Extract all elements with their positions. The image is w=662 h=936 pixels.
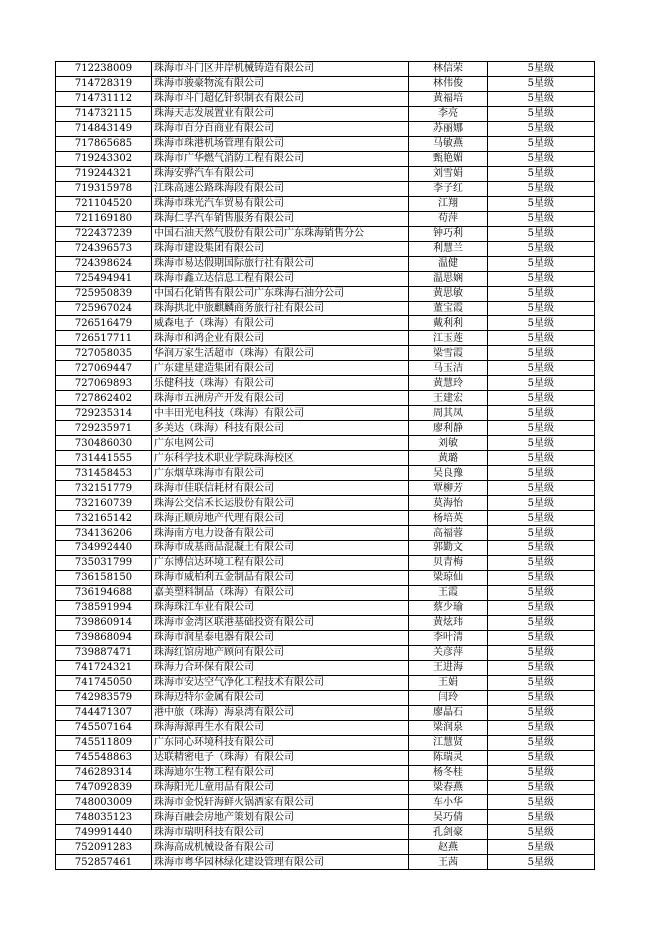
row-star-rating: 5星级 — [488, 481, 595, 496]
row-company-name: 珠海市金悦轩海鲜火锅酒家有限公司 — [152, 795, 409, 810]
row-contact-person: 杨培英 — [409, 511, 488, 526]
row-code: 738591994 — [56, 600, 152, 615]
row-contact-person: 王霞 — [409, 585, 488, 600]
row-contact-person: 钟巧利 — [409, 226, 488, 241]
row-contact-person: 马敏燕 — [409, 136, 488, 151]
row-company-name: 珠海市百分百商业有限公司 — [152, 121, 409, 136]
table-row — [56, 166, 595, 181]
table-row — [56, 600, 595, 615]
row-contact-person: 李子红 — [409, 181, 488, 196]
table-row — [56, 316, 595, 331]
row-star-rating: 5星级 — [488, 570, 595, 585]
row-star-rating: 5星级 — [488, 76, 595, 91]
row-star-rating: 5星级 — [488, 226, 595, 241]
row-contact-person: 黄璐 — [409, 451, 488, 466]
row-code: 736158150 — [56, 570, 152, 585]
row-code: 724398624 — [56, 256, 152, 271]
row-star-rating: 5星级 — [488, 346, 595, 361]
row-star-rating: 5星级 — [488, 211, 595, 226]
row-code: 735031799 — [56, 555, 152, 570]
row-company-name: 华润万家生活超市（珠海）有限公司 — [152, 346, 409, 361]
row-code: 741745050 — [56, 675, 152, 690]
row-contact-person: 梁琼仙 — [409, 570, 488, 585]
row-company-name: 珠海市威柏利五金制品有限公司 — [152, 570, 409, 585]
row-code: 714732115 — [56, 106, 152, 121]
table-row — [56, 436, 595, 451]
row-contact-person: 赵燕 — [409, 840, 488, 855]
table-body — [56, 62, 595, 870]
row-contact-person: 江翔 — [409, 196, 488, 211]
table-row — [56, 481, 595, 496]
row-star-rating: 5星级 — [488, 451, 595, 466]
table-row — [56, 226, 595, 241]
table-row — [56, 645, 595, 660]
table-row — [56, 705, 595, 720]
row-contact-person: 关彦萍 — [409, 645, 488, 660]
row-star-rating: 5星级 — [488, 181, 595, 196]
table-row — [56, 106, 595, 121]
row-code: 744471307 — [56, 705, 152, 720]
row-company-name: 珠海市润星泰电器有限公司 — [152, 630, 409, 645]
row-star-rating: 5星级 — [488, 511, 595, 526]
row-contact-person: 黄福培 — [409, 91, 488, 106]
row-code: 736194688 — [56, 585, 152, 600]
row-company-name: 江珠高速公路珠海段有限公司 — [152, 181, 409, 196]
row-code: 726516479 — [56, 316, 152, 331]
row-star-rating: 5星级 — [488, 855, 595, 870]
data-table — [55, 61, 595, 870]
row-star-rating: 5星级 — [488, 600, 595, 615]
row-contact-person: 江慧贤 — [409, 735, 488, 750]
row-code: 734136206 — [56, 526, 152, 541]
row-code: 729235971 — [56, 421, 152, 436]
row-contact-person: 黄慧玲 — [409, 376, 488, 391]
row-contact-person: 吴良豫 — [409, 466, 488, 481]
row-code: 741724321 — [56, 660, 152, 675]
row-contact-person: 覃柳芳 — [409, 481, 488, 496]
table-row — [56, 391, 595, 406]
row-star-rating: 5星级 — [488, 825, 595, 840]
table-row — [56, 121, 595, 136]
row-company-name: 广东电网公司 — [152, 436, 409, 451]
row-code: 727862402 — [56, 391, 152, 406]
row-company-name: 珠海红馆房地产顾问有限公司 — [152, 645, 409, 660]
row-code: 730486030 — [56, 436, 152, 451]
row-star-rating: 5星级 — [488, 840, 595, 855]
row-company-name: 广东建星建造集团有限公司 — [152, 361, 409, 376]
row-code: 732151779 — [56, 481, 152, 496]
row-code: 719315978 — [56, 181, 152, 196]
row-company-name: 珠海市安达空气净化工程技术有限公司 — [152, 675, 409, 690]
table-row — [56, 570, 595, 585]
table-row — [56, 211, 595, 226]
row-code: 739860914 — [56, 615, 152, 630]
table-row — [56, 511, 595, 526]
row-company-name: 乐健科技（珠海）有限公司 — [152, 376, 409, 391]
row-company-name: 珠海市佳联信耗材有限公司 — [152, 481, 409, 496]
row-star-rating: 5星级 — [488, 151, 595, 166]
row-contact-person: 温健 — [409, 256, 488, 271]
table-row — [56, 451, 595, 466]
table-row — [56, 585, 595, 600]
row-company-name: 广东同心环境科技有限公司 — [152, 735, 409, 750]
table-row — [56, 825, 595, 840]
row-company-name: 珠海市广华燃气消防工程有限公司 — [152, 151, 409, 166]
row-star-rating: 5星级 — [488, 795, 595, 810]
row-contact-person: 闫玲 — [409, 690, 488, 705]
row-code: 721104520 — [56, 196, 152, 211]
row-company-name: 中丰田光电科技（珠海）有限公司 — [152, 406, 409, 421]
table-row — [56, 151, 595, 166]
table-row — [56, 62, 595, 77]
row-code: 719243302 — [56, 151, 152, 166]
row-company-name: 珠海市粤华园林绿化建设管理有限公司 — [152, 855, 409, 870]
table-row — [56, 421, 595, 436]
row-contact-person: 车小华 — [409, 795, 488, 810]
row-star-rating: 5星级 — [488, 391, 595, 406]
row-star-rating: 5星级 — [488, 106, 595, 121]
row-contact-person: 李亮 — [409, 106, 488, 121]
row-star-rating: 5星级 — [488, 436, 595, 451]
row-company-name: 珠海拱北中旅麒麟商务旅行社有限公司 — [152, 301, 409, 316]
row-contact-person: 王娟 — [409, 675, 488, 690]
row-contact-person: 王建宏 — [409, 391, 488, 406]
row-company-name: 珠海百融会房地产策划有限公司 — [152, 810, 409, 825]
row-contact-person: 苟萍 — [409, 211, 488, 226]
row-company-name: 珠海迈特尔金属有限公司 — [152, 690, 409, 705]
table-row — [56, 301, 595, 316]
row-company-name: 珠海阳光儿童用品有限公司 — [152, 780, 409, 795]
row-code: 747092839 — [56, 780, 152, 795]
row-company-name: 珠海南方电力设备有限公司 — [152, 526, 409, 541]
row-code: 745507164 — [56, 720, 152, 735]
row-code: 725494941 — [56, 271, 152, 286]
row-code: 714843149 — [56, 121, 152, 136]
row-contact-person: 陈瑞灵 — [409, 750, 488, 765]
row-star-rating: 5星级 — [488, 660, 595, 675]
row-star-rating: 5星级 — [488, 555, 595, 570]
row-code: 721169180 — [56, 211, 152, 226]
row-code: 739887471 — [56, 645, 152, 660]
row-star-rating: 5星级 — [488, 466, 595, 481]
row-company-name: 珠海安骅汽车有限公司 — [152, 166, 409, 181]
row-code: 719244321 — [56, 166, 152, 181]
row-star-rating: 5星级 — [488, 316, 595, 331]
row-contact-person: 刘雪娟 — [409, 166, 488, 181]
row-contact-person: 林信荣 — [409, 62, 488, 77]
table-row — [56, 496, 595, 511]
row-star-rating: 5星级 — [488, 690, 595, 705]
row-code: 739868094 — [56, 630, 152, 645]
row-company-name: 珠海市珠光汽车贸易有限公司 — [152, 196, 409, 211]
table-row — [56, 136, 595, 151]
row-code: 714731112 — [56, 91, 152, 106]
table-row — [56, 76, 595, 91]
row-company-name: 多美达（珠海）科技有限公司 — [152, 421, 409, 436]
row-star-rating: 5星级 — [488, 91, 595, 106]
row-star-rating: 5星级 — [488, 421, 595, 436]
row-code: 748035123 — [56, 810, 152, 825]
table-row — [56, 795, 595, 810]
row-star-rating: 5星级 — [488, 630, 595, 645]
row-star-rating: 5星级 — [488, 615, 595, 630]
row-star-rating: 5星级 — [488, 645, 595, 660]
row-star-rating: 5星级 — [488, 136, 595, 151]
row-company-name: 珠海市成基商品混凝土有限公司 — [152, 541, 409, 556]
row-star-rating: 5星级 — [488, 810, 595, 825]
row-contact-person: 郭勤文 — [409, 541, 488, 556]
table-row — [56, 855, 595, 870]
table-row — [56, 241, 595, 256]
table-row — [56, 361, 595, 376]
row-code: 724396573 — [56, 241, 152, 256]
row-star-rating: 5星级 — [488, 62, 595, 77]
table-row — [56, 750, 595, 765]
row-code: 725967024 — [56, 301, 152, 316]
row-contact-person: 周其凤 — [409, 406, 488, 421]
row-star-rating: 5星级 — [488, 376, 595, 391]
table-row — [56, 331, 595, 346]
table-row — [56, 91, 595, 106]
table-row — [56, 346, 595, 361]
table-row — [56, 196, 595, 211]
row-code: 727069447 — [56, 361, 152, 376]
table-row — [56, 735, 595, 750]
row-company-name: 嘉美塑料制品（珠海）有限公司 — [152, 585, 409, 600]
table-row — [56, 466, 595, 481]
table-row — [56, 660, 595, 675]
row-contact-person: 梁润泉 — [409, 720, 488, 735]
row-contact-person: 林伟俊 — [409, 76, 488, 91]
row-contact-person: 苏丽娜 — [409, 121, 488, 136]
row-star-rating: 5星级 — [488, 750, 595, 765]
row-company-name: 中国石油天然气股份有限公司广东珠海销售分公 — [152, 226, 409, 241]
row-contact-person: 温思娴 — [409, 271, 488, 286]
row-code: 746289314 — [56, 765, 152, 780]
table-row — [56, 541, 595, 556]
row-contact-person: 贝青梅 — [409, 555, 488, 570]
table-row — [56, 615, 595, 630]
row-code: 752857461 — [56, 855, 152, 870]
row-star-rating: 5星级 — [488, 361, 595, 376]
row-company-name: 珠海市斗门超亿针织制衣有限公司 — [152, 91, 409, 106]
row-star-rating: 5星级 — [488, 541, 595, 556]
row-code: 729235314 — [56, 406, 152, 421]
row-company-name: 珠海公交信禾长运股份有限公司 — [152, 496, 409, 511]
row-star-rating: 5星级 — [488, 675, 595, 690]
table-row — [56, 181, 595, 196]
table-row — [56, 765, 595, 780]
table-row — [56, 720, 595, 735]
row-star-rating: 5星级 — [488, 496, 595, 511]
row-star-rating: 5星级 — [488, 286, 595, 301]
table-row — [56, 780, 595, 795]
row-contact-person: 王进海 — [409, 660, 488, 675]
row-star-rating: 5星级 — [488, 735, 595, 750]
table-row — [56, 810, 595, 825]
row-company-name: 中国石化销售有限公司广东珠海石油分公司 — [152, 286, 409, 301]
row-company-name: 珠海迪尔生物工程有限公司 — [152, 765, 409, 780]
table-row — [56, 286, 595, 301]
table-row — [56, 690, 595, 705]
row-company-name: 珠海市易达假期国际旅行社有限公司 — [152, 256, 409, 271]
row-code: 714728319 — [56, 76, 152, 91]
row-code: 732160739 — [56, 496, 152, 511]
row-contact-person: 王茜 — [409, 855, 488, 870]
row-company-name: 珠海正顺房地产代理有限公司 — [152, 511, 409, 526]
row-code: 752091283 — [56, 840, 152, 855]
row-contact-person: 董宝霞 — [409, 301, 488, 316]
row-company-name: 广东烟草珠海市有限公司 — [152, 466, 409, 481]
row-star-rating: 5星级 — [488, 780, 595, 795]
row-code: 731441555 — [56, 451, 152, 466]
row-code: 742983579 — [56, 690, 152, 705]
row-company-name: 珠海市斗门区井岸机械铸造有限公司 — [152, 62, 409, 77]
row-company-name: 威森电子（珠海）有限公司 — [152, 316, 409, 331]
row-code: 731458453 — [56, 466, 152, 481]
row-star-rating: 5星级 — [488, 121, 595, 136]
row-star-rating: 5星级 — [488, 166, 595, 181]
row-contact-person: 吴巧倩 — [409, 810, 488, 825]
row-contact-person: 戴利利 — [409, 316, 488, 331]
row-star-rating: 5星级 — [488, 256, 595, 271]
row-star-rating: 5星级 — [488, 196, 595, 211]
row-star-rating: 5星级 — [488, 720, 595, 735]
row-company-name: 珠海市珠港机场管理有限公司 — [152, 136, 409, 151]
row-star-rating: 5星级 — [488, 271, 595, 286]
row-star-rating: 5星级 — [488, 705, 595, 720]
row-company-name: 达联精密电子（珠海）有限公司 — [152, 750, 409, 765]
row-star-rating: 5星级 — [488, 331, 595, 346]
row-code: 725950839 — [56, 286, 152, 301]
row-code: 727069893 — [56, 376, 152, 391]
row-code: 745511809 — [56, 735, 152, 750]
row-code: 732165142 — [56, 511, 152, 526]
row-company-name: 珠海市建设集团有限公司 — [152, 241, 409, 256]
row-star-rating: 5星级 — [488, 241, 595, 256]
table-row — [56, 555, 595, 570]
row-contact-person: 高福蓉 — [409, 526, 488, 541]
row-contact-person: 利慧兰 — [409, 241, 488, 256]
row-contact-person: 杨冬桂 — [409, 765, 488, 780]
row-star-rating: 5星级 — [488, 406, 595, 421]
row-code: 749991440 — [56, 825, 152, 840]
row-code: 712238009 — [56, 62, 152, 77]
row-company-name: 珠海天志发展置业有限公司 — [152, 106, 409, 121]
row-contact-person: 甄艳媚 — [409, 151, 488, 166]
table-row — [56, 840, 595, 855]
row-contact-person: 廖晶石 — [409, 705, 488, 720]
row-contact-person: 李叶清 — [409, 630, 488, 645]
row-star-rating: 5星级 — [488, 301, 595, 316]
row-contact-person: 梁雪霞 — [409, 346, 488, 361]
table-row — [56, 630, 595, 645]
row-company-name: 珠海海源再生水有限公司 — [152, 720, 409, 735]
row-code: 717865685 — [56, 136, 152, 151]
row-contact-person: 黄炫玮 — [409, 615, 488, 630]
table-row — [56, 256, 595, 271]
row-company-name: 珠海市和鸿企业有限公司 — [152, 331, 409, 346]
row-code: 726517711 — [56, 331, 152, 346]
row-code: 745548863 — [56, 750, 152, 765]
row-company-name: 港中旅（珠海）海泉湾有限公司 — [152, 705, 409, 720]
row-company-name: 珠海力合环保有限公司 — [152, 660, 409, 675]
table-row — [56, 675, 595, 690]
table-row — [56, 526, 595, 541]
row-contact-person: 梁春燕 — [409, 780, 488, 795]
row-contact-person: 孔剑豪 — [409, 825, 488, 840]
row-star-rating: 5星级 — [488, 765, 595, 780]
row-contact-person: 江玉莲 — [409, 331, 488, 346]
row-company-name: 珠海市金湾区联港基础投资有限公司 — [152, 615, 409, 630]
row-code: 748003009 — [56, 795, 152, 810]
row-company-name: 珠海市骏豪物流有限公司 — [152, 76, 409, 91]
row-company-name: 广东科学技术职业学院珠海校区 — [152, 451, 409, 466]
row-contact-person: 莫海怡 — [409, 496, 488, 511]
row-code: 734992440 — [56, 541, 152, 556]
row-contact-person: 马玉洁 — [409, 361, 488, 376]
row-company-name: 广东博信达环境工程有限公司 — [152, 555, 409, 570]
row-contact-person: 廖利静 — [409, 421, 488, 436]
row-star-rating: 5星级 — [488, 526, 595, 541]
table-row — [56, 271, 595, 286]
row-company-name: 珠海市鑫立达信息工程有限公司 — [152, 271, 409, 286]
table-row — [56, 376, 595, 391]
row-contact-person: 蔡少瑜 — [409, 600, 488, 615]
row-company-name: 珠海珠江车业有限公司 — [152, 600, 409, 615]
row-company-name: 珠海仁孚汽车销售服务有限公司 — [152, 211, 409, 226]
row-contact-person: 黄思敏 — [409, 286, 488, 301]
row-star-rating: 5星级 — [488, 585, 595, 600]
row-code: 727058035 — [56, 346, 152, 361]
row-company-name: 珠海市五洲房产开发有限公司 — [152, 391, 409, 406]
table-row — [56, 406, 595, 421]
row-company-name: 珠海市瑞明科技有限公司 — [152, 825, 409, 840]
row-code: 722437239 — [56, 226, 152, 241]
row-contact-person: 刘敏 — [409, 436, 488, 451]
row-company-name: 珠海高成机械设备有限公司 — [152, 840, 409, 855]
